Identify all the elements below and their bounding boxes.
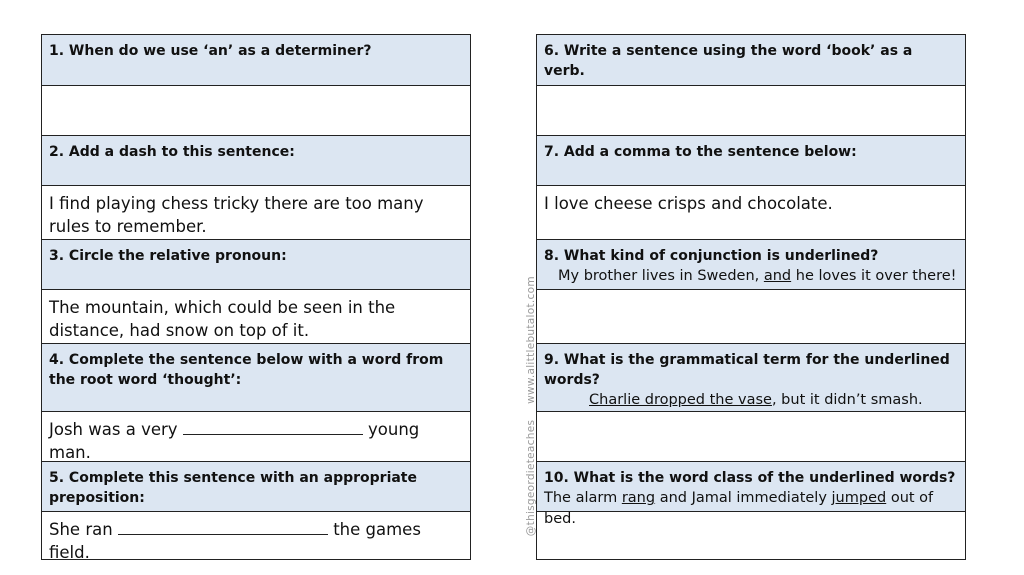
question-5: 5. Complete this sentence with an appropriate preposition: xyxy=(42,461,470,511)
answer-7[interactable]: I love cheese crisps and chocolate. xyxy=(537,185,965,239)
answer-blank-line[interactable] xyxy=(118,519,328,535)
example-sentence-10: The alarm rang and Jamal immediately jumped out of bed. xyxy=(544,490,934,527)
question-2: 2. Add a dash to this sentence: xyxy=(42,135,470,185)
question-3: 3. Circle the relative pronoun: xyxy=(42,239,470,289)
answer-8[interactable] xyxy=(537,289,965,343)
question-6: 6. Write a sentence using the word ‘book’ as a verb. xyxy=(537,35,965,85)
author-handle-watermark: @thisgeordieteaches xyxy=(525,419,537,537)
website-watermark: www.alittlebutalot.com xyxy=(525,276,537,404)
answer-6[interactable] xyxy=(537,85,965,135)
underlined-word: jumped xyxy=(831,490,887,506)
answer-1[interactable] xyxy=(42,85,470,135)
example-sentence-8: My brother lives in Sweden, and he loves it over there! xyxy=(558,268,957,284)
example-sentence-9: Charlie dropped the vase, but it didn’t smash. xyxy=(589,392,923,408)
left-question-table xyxy=(41,34,471,560)
question-4: 4. Complete the sentence below with a word from the root word ‘thought’: xyxy=(42,343,470,411)
question-8: 8. What kind of conjunction is underlined? My brother lives in Sweden, and he loves it over there! xyxy=(537,239,965,289)
answer-4[interactable]: Josh was a very young man. xyxy=(42,411,470,461)
question-1: 1. When do we use ‘an’ as a determiner? xyxy=(42,35,470,85)
right-question-table xyxy=(536,34,966,560)
answer-9[interactable] xyxy=(537,411,965,461)
answer-2[interactable]: I find playing chess tricky there are too many rules to remember. xyxy=(42,185,470,239)
answer-5[interactable]: She ran the games field. xyxy=(42,511,470,559)
question-7: 7. Add a comma to the sentence below: xyxy=(537,135,965,185)
answer-3[interactable]: The mountain, which could be seen in the distance, had snow on top of it. xyxy=(42,289,470,343)
underlined-word: rang xyxy=(621,490,656,506)
answer-blank-line[interactable] xyxy=(183,419,363,435)
question-9: 9. What is the grammatical term for the underlined words? Charlie dropped the vase, but it didn’t smash. xyxy=(537,343,965,411)
question-10: 10. What is the word class of the underlined words? The alarm rang and Jamal immediately jumped out of bed. xyxy=(537,461,965,511)
underlined-word: and xyxy=(763,268,792,284)
answer-10[interactable] xyxy=(537,511,965,559)
underlined-words: Charlie dropped the vase xyxy=(589,392,772,408)
